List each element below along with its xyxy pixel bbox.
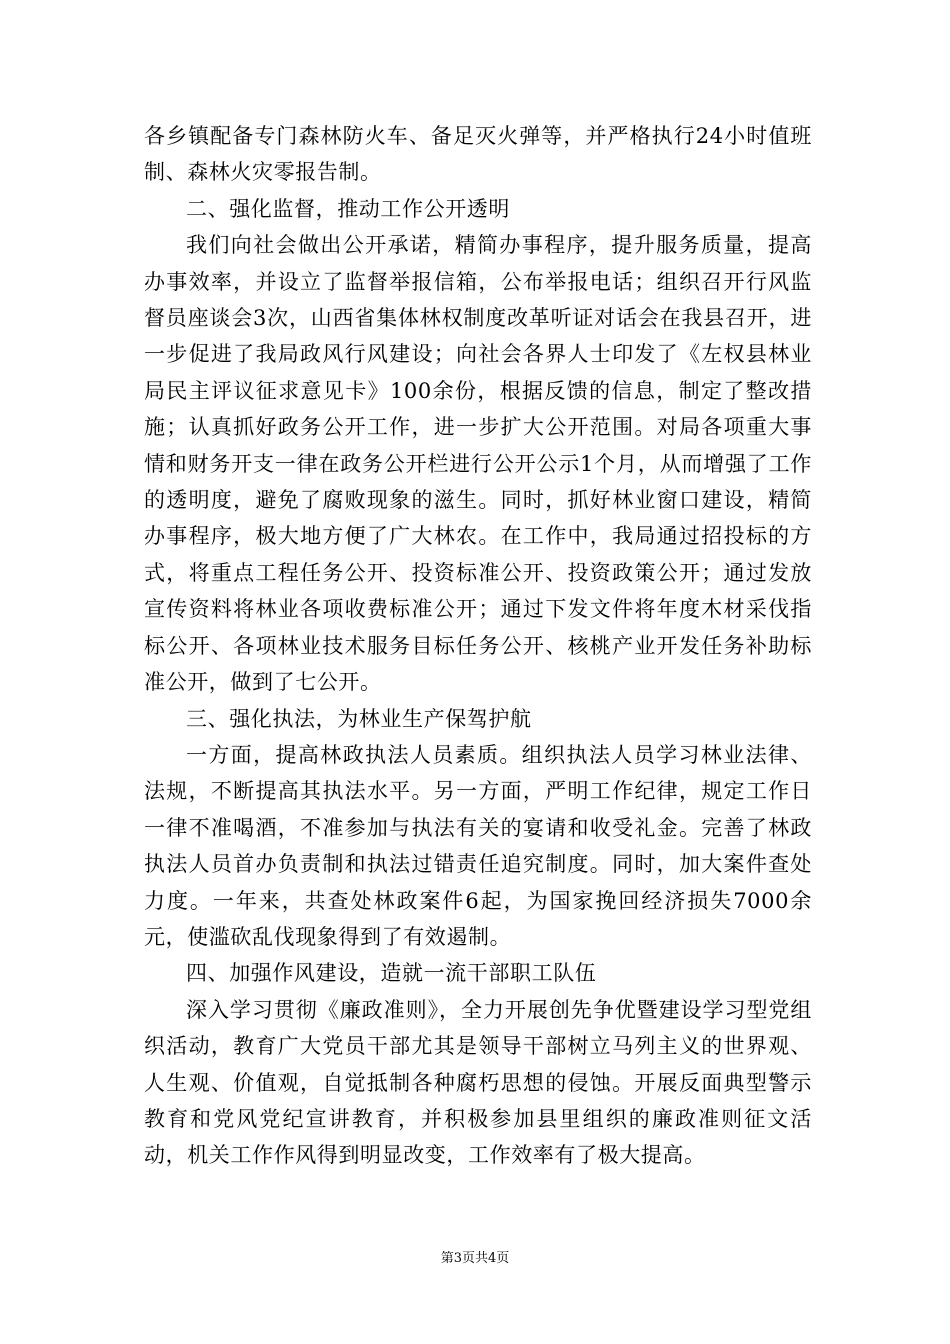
section-heading-4: 四、加强作风建设，造就一流干部职工队伍 [186,961,597,986]
section-heading-3: 三、强化执法，为林业生产保驾护航 [186,706,532,731]
paragraph-work-style: 深入学习贯彻《廉政准则》，全力开展创先争优暨建设学习型党组织活动，教育广大党员干部尤其是领导干部树立马列主义的世界观、人生观、价值观，自觉抵制各种腐朽思想的侵蚀。开展反面典型警示教育和党风党纪宣讲教育，并积极参加县里组织的廉政准则征文活动，机关工作作风得到明显改变，工作效率有了极大提高。 [144,997,812,1168]
paragraph-enforcement: 一方面，提高林政执法人员素质。组织执法人员学习林业法律、法规，不断提高其执法水平。另一方面，严明工作纪律，规定工作日一律不准喝酒，不准参加与执法有关的宴请和收受礼金。完善了林政执法人员首办负责制和执法过错责任追究制度。同时，加大案件查处力度。一年来，共查处林政案件6起，为国家挽回经济损失7000余元，使滥砍乱伐现象得到了有效遏制。 [144,742,812,949]
page-footer-number: 第3页共4页 [440,1251,510,1266]
paragraph-continuation: 各乡镇配备专门森林防火车、备足灭火弹等，并严格执行24小时值班制、森林火灾零报告制。 [144,124,812,185]
paragraph-supervision: 我们向社会做出公开承诺，精简办事程序，提升服务质量，提高办事效率，并设立了监督举报信箱，公布举报电话；组织召开行风监督员座谈会3次，山西省集体林权制度改革听证对话会在我县召开，进一步促进了我局政风行风建设；向社会各界人士印发了《左权县林业局民主评议征求意见卡》100余份，根据反馈的信息，制定了整改措施；认真抓好政务公开工作，进一步扩大公开范围。对局各项重大事情和财务开支一律在政务公开栏进行公开公示1个月，从而增强了工作的透明度，避免了腐败现象的滋生。同时，抓好林业窗口建设，精简办事程序，极大地方便了广大林农。在工作中，我局通过招投标的方式，将重点工程任务公开、投资标准公开、投资政策公开；通过发放宣传资料将林业各项收费标准公开；通过下发文件将年度木材采伐指标公开、各项林业技术服务目标任务公开、核桃产业开发任务补助标准公开，做到了七公开。 [144,233,812,695]
section-heading-2: 二、强化监督，推动工作公开透明 [186,196,510,221]
document-body [144,118,812,1174]
